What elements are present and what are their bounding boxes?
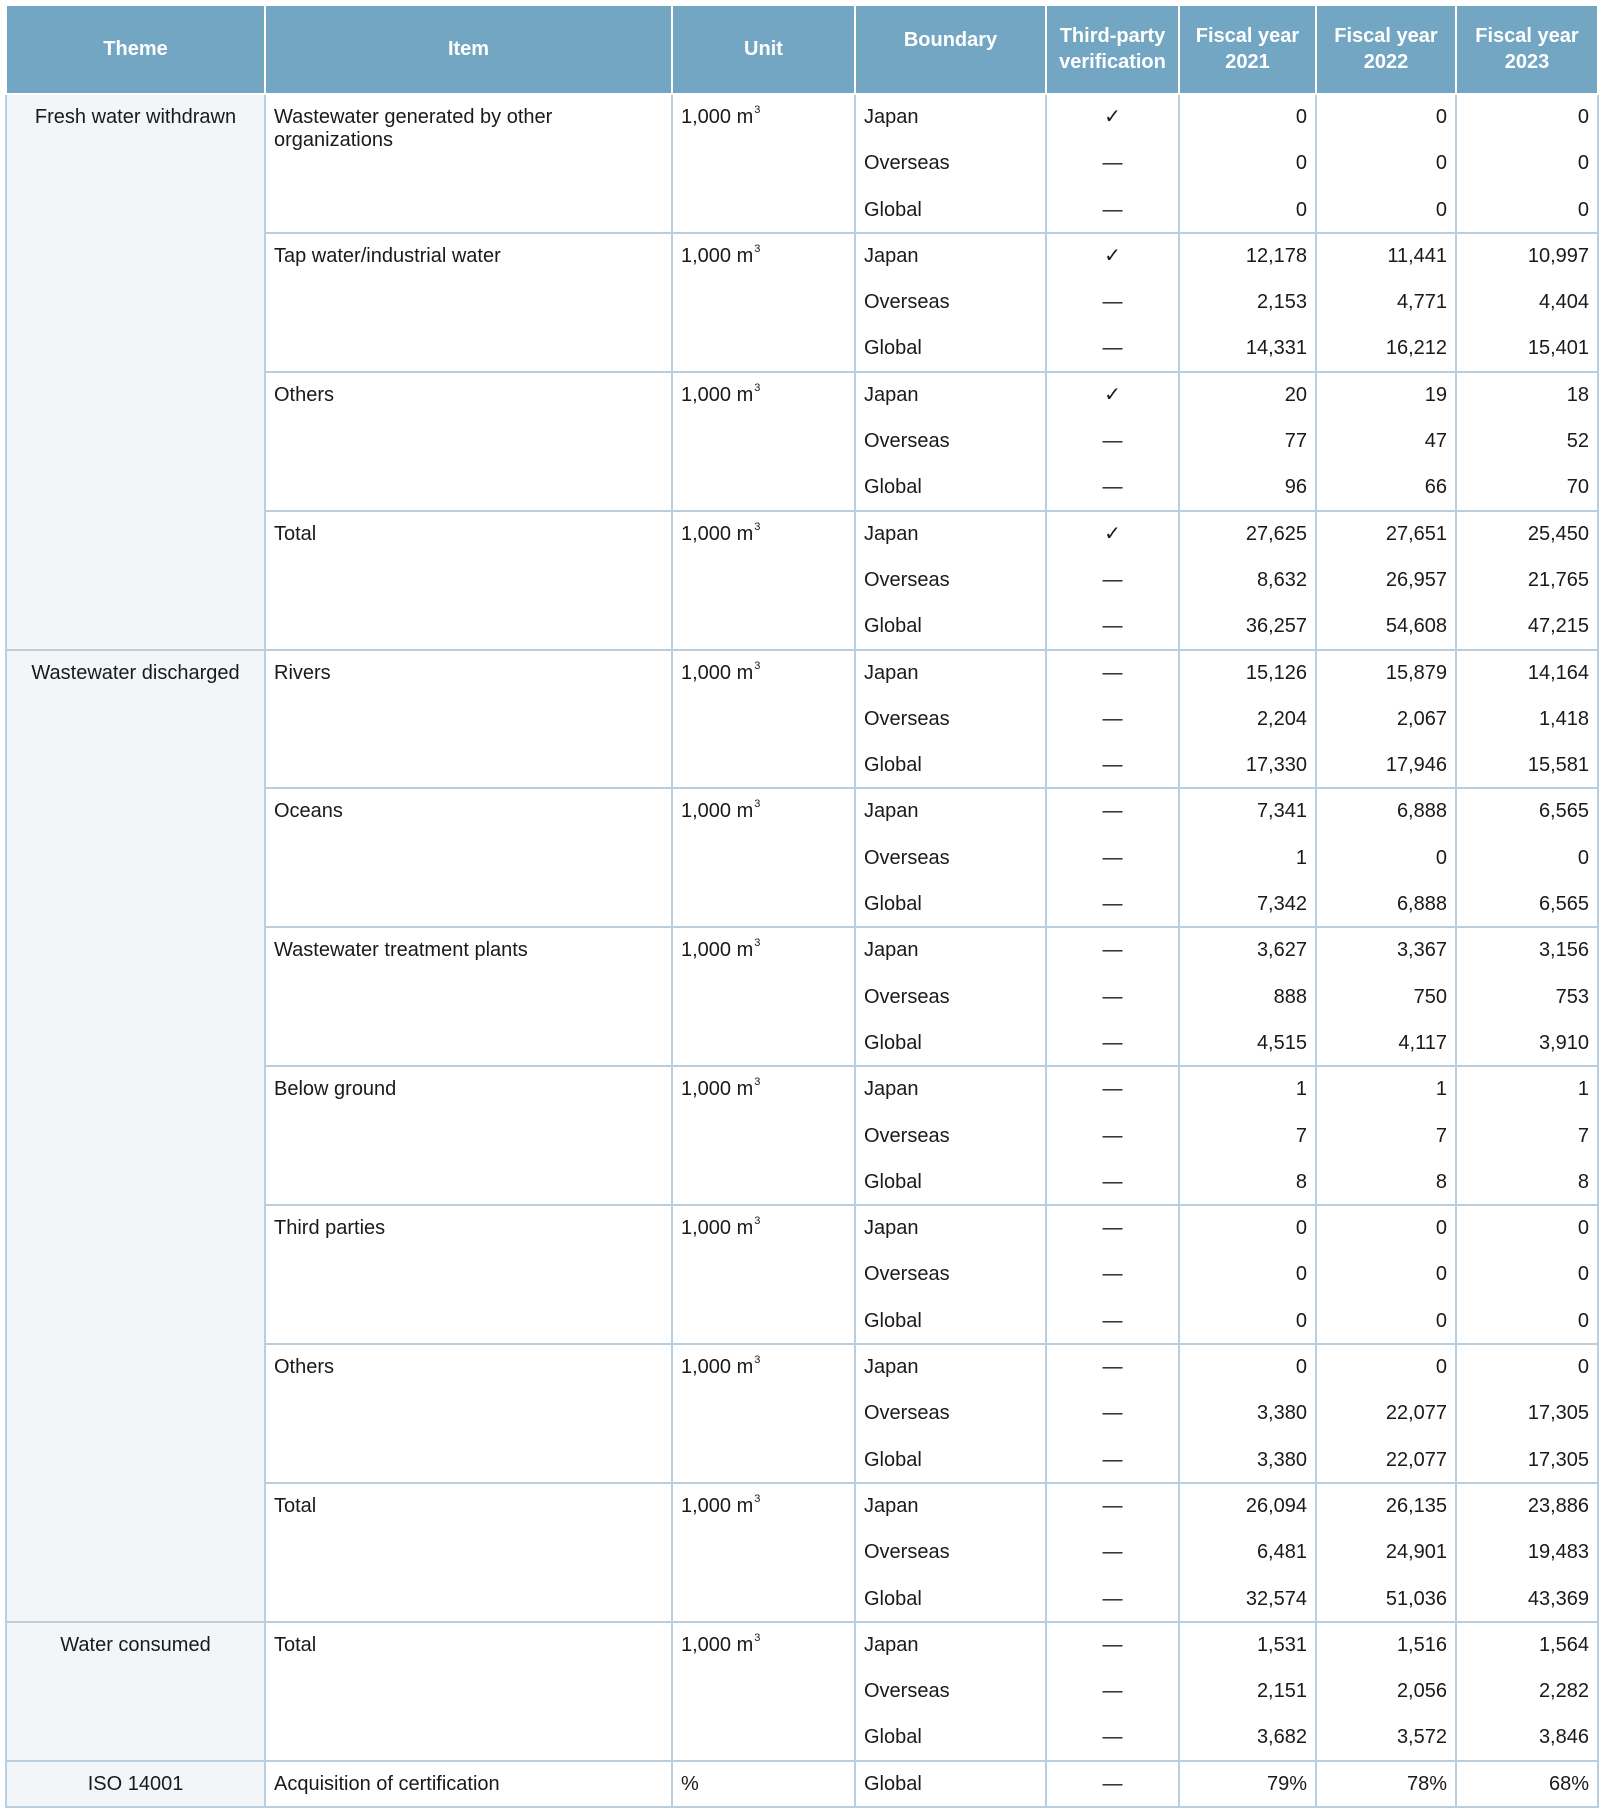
boundary-cell: Overseas [855,418,1046,464]
value-fy2021: 8 [1179,1159,1316,1205]
value-fy2021: 7,341 [1179,788,1316,834]
boundary-cell: Japan [855,788,1046,834]
value-fy2023: 10,997 [1456,233,1598,279]
unit-superscript: 3 [754,1215,761,1228]
value-fy2022: 0 [1316,187,1456,233]
not-verified-dash: — [1046,1390,1179,1436]
value-fy2023: 0 [1456,835,1598,881]
value-fy2021: 32,574 [1179,1576,1316,1622]
value-fy2021: 0 [1179,187,1316,233]
boundary-cell: Overseas [855,974,1046,1020]
value-fy2023: 17,305 [1456,1390,1598,1436]
boundary-cell: Japan [855,1344,1046,1390]
value-fy2022: 0 [1316,1251,1456,1297]
value-fy2023: 17,305 [1456,1437,1598,1483]
table-row [6,94,1598,140]
value-fy2022: 26,135 [1316,1483,1456,1529]
not-verified-dash: — [1046,187,1179,233]
theme-cell: Water consumed [6,1622,265,1761]
water-data-table-container [5,4,1597,1808]
item-cell: Others [265,1344,672,1483]
verified-check-icon: ✓ [1046,233,1179,279]
value-fy2021: 7,342 [1179,881,1316,927]
value-fy2022: 0 [1316,140,1456,186]
value-fy2022: 26,957 [1316,557,1456,603]
value-fy2021: 0 [1179,1344,1316,1390]
not-verified-dash: — [1046,1761,1179,1807]
not-verified-dash: — [1046,1066,1179,1112]
value-fy2022: 0 [1316,835,1456,881]
unit-cell [672,650,855,789]
unit-superscript: 3 [754,1076,761,1089]
value-fy2022: 1,516 [1316,1622,1456,1668]
boundary-cell: Overseas [855,557,1046,603]
value-fy2021: 0 [1179,1205,1316,1251]
boundary-cell: Japan [855,372,1046,418]
value-fy2023: 3,910 [1456,1020,1598,1066]
value-fy2021: 77 [1179,418,1316,464]
value-fy2021: 14,331 [1179,325,1316,371]
not-verified-dash: — [1046,1668,1179,1714]
header-unit: Unit [672,5,855,94]
value-fy2021: 1 [1179,835,1316,881]
value-fy2021: 20 [1179,372,1316,418]
value-fy2022: 78% [1316,1761,1456,1807]
table-body [6,94,1598,1807]
not-verified-dash: — [1046,140,1179,186]
unit-text: 1,000 m [681,661,754,684]
not-verified-dash: — [1046,788,1179,834]
value-fy2022: 22,077 [1316,1437,1456,1483]
value-fy2023: 3,156 [1456,927,1598,973]
not-verified-dash: — [1046,1529,1179,1575]
item-cell: Others [265,372,672,511]
value-fy2023: 0 [1456,94,1598,140]
value-fy2022: 6,888 [1316,788,1456,834]
unit-superscript: 3 [754,659,761,672]
value-fy2023: 23,886 [1456,1483,1598,1529]
water-data-table [5,4,1599,1808]
unit-text: 1,000 m [681,1356,754,1379]
boundary-cell: Japan [855,650,1046,696]
not-verified-dash: — [1046,1020,1179,1066]
not-verified-dash: — [1046,1576,1179,1622]
header-third-party-verification: Third-party verification [1046,5,1179,94]
value-fy2023: 15,581 [1456,742,1598,788]
not-verified-dash: — [1046,1483,1179,1529]
value-fy2021: 27,625 [1179,511,1316,557]
table-row [6,650,1598,696]
value-fy2023: 0 [1456,1298,1598,1344]
value-fy2021: 17,330 [1179,742,1316,788]
value-fy2021: 96 [1179,464,1316,510]
unit-text: 1,000 m [681,1494,754,1517]
unit-text: 1,000 m [681,244,754,267]
value-fy2022: 47 [1316,418,1456,464]
item-cell: Rivers [265,650,672,789]
boundary-cell: Global [855,1298,1046,1344]
not-verified-dash: — [1046,1159,1179,1205]
item-cell: Third parties [265,1205,672,1344]
boundary-cell: Global [855,1020,1046,1066]
value-fy2021: 2,204 [1179,696,1316,742]
boundary-cell: Japan [855,927,1046,973]
not-verified-dash: — [1046,464,1179,510]
value-fy2023: 4,404 [1456,279,1598,325]
value-fy2021: 1 [1179,1066,1316,1112]
value-fy2023: 6,565 [1456,788,1598,834]
unit-cell [672,233,855,372]
value-fy2022: 66 [1316,464,1456,510]
unit-cell [672,1344,855,1483]
boundary-cell: Japan [855,1483,1046,1529]
unit-cell [672,1205,855,1344]
value-fy2022: 7 [1316,1113,1456,1159]
value-fy2021: 79% [1179,1761,1316,1807]
unit-text: 1,000 m [681,1217,754,1240]
header-theme: Theme [6,5,265,94]
value-fy2021: 3,380 [1179,1437,1316,1483]
boundary-cell: Japan [855,1622,1046,1668]
value-fy2021: 8,632 [1179,557,1316,603]
value-fy2023: 0 [1456,187,1598,233]
not-verified-dash: — [1046,1622,1179,1668]
theme-cell: ISO 14001 [6,1761,265,1807]
boundary-cell: Global [855,1576,1046,1622]
unit-cell [672,1066,855,1205]
unit-text: 1,000 m [681,939,754,962]
value-fy2023: 18 [1456,372,1598,418]
value-fy2023: 1,564 [1456,1622,1598,1668]
unit-cell [672,927,855,1066]
value-fy2022: 4,117 [1316,1020,1456,1066]
table-row [6,1622,1598,1668]
item-cell: Tap water/industrial water [265,233,672,372]
boundary-cell: Global [855,187,1046,233]
boundary-cell: Japan [855,1066,1046,1112]
boundary-cell: Japan [855,94,1046,140]
value-fy2022: 2,067 [1316,696,1456,742]
value-fy2023: 47,215 [1456,603,1598,649]
unit-cell [672,1761,855,1807]
value-fy2023: 7 [1456,1113,1598,1159]
value-fy2023: 15,401 [1456,325,1598,371]
boundary-cell: Overseas [855,1113,1046,1159]
boundary-cell: Global [855,742,1046,788]
boundary-cell: Overseas [855,279,1046,325]
unit-cell [672,788,855,927]
value-fy2021: 888 [1179,974,1316,1020]
unit-text: 1,000 m [681,383,754,406]
not-verified-dash: — [1046,742,1179,788]
boundary-cell: Global [855,1437,1046,1483]
not-verified-dash: — [1046,1113,1179,1159]
header-fiscal-year-2021: Fiscal year 2021 [1179,5,1316,94]
not-verified-dash: — [1046,696,1179,742]
boundary-cell: Japan [855,511,1046,557]
item-cell: Total [265,511,672,650]
value-fy2022: 3,367 [1316,927,1456,973]
table-row [6,1761,1598,1807]
header-item: Item [265,5,672,94]
unit-cell [672,1622,855,1761]
verified-check-icon: ✓ [1046,372,1179,418]
boundary-cell: Global [855,603,1046,649]
value-fy2022: 0 [1316,1344,1456,1390]
item-cell: Below ground [265,1066,672,1205]
value-fy2021: 36,257 [1179,603,1316,649]
header-row [6,5,1598,94]
header-fiscal-year-2023: Fiscal year 2023 [1456,5,1598,94]
value-fy2022: 0 [1316,94,1456,140]
not-verified-dash: — [1046,1437,1179,1483]
value-fy2021: 3,627 [1179,927,1316,973]
unit-cell [672,1483,855,1622]
unit-text: 1,000 m [681,1078,754,1101]
value-fy2023: 25,450 [1456,511,1598,557]
unit-superscript: 3 [754,1354,761,1367]
value-fy2022: 17,946 [1316,742,1456,788]
value-fy2021: 1,531 [1179,1622,1316,1668]
item-cell: Wastewater treatment plants [265,927,672,1066]
value-fy2023: 0 [1456,1344,1598,1390]
boundary-cell: Overseas [855,696,1046,742]
not-verified-dash: — [1046,1298,1179,1344]
value-fy2022: 11,441 [1316,233,1456,279]
unit-cell [672,94,855,233]
item-cell: Acquisition of certification [265,1761,672,1807]
unit-superscript: 3 [754,1492,761,1505]
value-fy2021: 6,481 [1179,1529,1316,1575]
value-fy2022: 6,888 [1316,881,1456,927]
item-cell: Oceans [265,788,672,927]
boundary-cell: Overseas [855,1251,1046,1297]
value-fy2023: 70 [1456,464,1598,510]
value-fy2023: 43,369 [1456,1576,1598,1622]
not-verified-dash: — [1046,927,1179,973]
header-boundary: Boundary [855,5,1046,94]
value-fy2021: 0 [1179,94,1316,140]
value-fy2021: 3,380 [1179,1390,1316,1436]
value-fy2021: 15,126 [1179,650,1316,696]
unit-cell [672,511,855,650]
value-fy2022: 54,608 [1316,603,1456,649]
value-fy2023: 753 [1456,974,1598,1020]
boundary-cell: Global [855,881,1046,927]
unit-text: % [681,1772,699,1795]
value-fy2021: 7 [1179,1113,1316,1159]
value-fy2022: 2,056 [1316,1668,1456,1714]
value-fy2022: 8 [1316,1159,1456,1205]
value-fy2022: 22,077 [1316,1390,1456,1436]
boundary-cell: Overseas [855,835,1046,881]
unit-cell [672,372,855,511]
unit-text: 1,000 m [681,1633,754,1656]
boundary-cell: Global [855,1159,1046,1205]
value-fy2022: 27,651 [1316,511,1456,557]
not-verified-dash: — [1046,650,1179,696]
value-fy2023: 2,282 [1456,1668,1598,1714]
value-fy2021: 2,151 [1179,1668,1316,1714]
not-verified-dash: — [1046,974,1179,1020]
boundary-cell: Overseas [855,1529,1046,1575]
boundary-cell: Japan [855,1205,1046,1251]
boundary-cell: Global [855,325,1046,371]
value-fy2021: 12,178 [1179,233,1316,279]
not-verified-dash: — [1046,1714,1179,1760]
value-fy2022: 1 [1316,1066,1456,1112]
unit-text: 1,000 m [681,800,754,823]
not-verified-dash: — [1046,835,1179,881]
verified-check-icon: ✓ [1046,94,1179,140]
value-fy2022: 4,771 [1316,279,1456,325]
boundary-cell: Japan [855,233,1046,279]
value-fy2023: 0 [1456,1251,1598,1297]
value-fy2023: 1,418 [1456,696,1598,742]
value-fy2021: 2,153 [1179,279,1316,325]
header-fiscal-year-2022: Fiscal year 2022 [1316,5,1456,94]
not-verified-dash: — [1046,1251,1179,1297]
value-fy2022: 15,879 [1316,650,1456,696]
value-fy2021: 0 [1179,1298,1316,1344]
value-fy2022: 19 [1316,372,1456,418]
value-fy2022: 750 [1316,974,1456,1020]
value-fy2022: 51,036 [1316,1576,1456,1622]
unit-superscript: 3 [754,1631,761,1644]
unit-superscript: 3 [754,104,761,116]
value-fy2023: 1 [1456,1066,1598,1112]
theme-cell: Wastewater discharged [6,650,265,1622]
not-verified-dash: — [1046,418,1179,464]
not-verified-dash: — [1046,325,1179,371]
value-fy2023: 68% [1456,1761,1598,1807]
value-fy2023: 52 [1456,418,1598,464]
unit-superscript: 3 [754,798,761,811]
item-cell: Wastewater generated by other organizations [265,94,672,233]
not-verified-dash: — [1046,279,1179,325]
value-fy2021: 4,515 [1179,1020,1316,1066]
verified-check-icon: ✓ [1046,511,1179,557]
theme-cell: Fresh water withdrawn [6,94,265,650]
value-fy2023: 0 [1456,1205,1598,1251]
value-fy2023: 0 [1456,140,1598,186]
not-verified-dash: — [1046,881,1179,927]
boundary-cell: Overseas [855,140,1046,186]
not-verified-dash: — [1046,603,1179,649]
value-fy2022: 24,901 [1316,1529,1456,1575]
value-fy2023: 19,483 [1456,1529,1598,1575]
value-fy2021: 0 [1179,140,1316,186]
not-verified-dash: — [1046,1344,1179,1390]
value-fy2021: 3,682 [1179,1714,1316,1760]
value-fy2022: 3,572 [1316,1714,1456,1760]
value-fy2023: 6,565 [1456,881,1598,927]
boundary-cell: Global [855,1714,1046,1760]
item-cell: Total [265,1622,672,1761]
value-fy2023: 3,846 [1456,1714,1598,1760]
boundary-cell: Overseas [855,1668,1046,1714]
not-verified-dash: — [1046,1205,1179,1251]
item-cell: Total [265,1483,672,1622]
value-fy2023: 8 [1456,1159,1598,1205]
value-fy2022: 0 [1316,1205,1456,1251]
unit-superscript: 3 [754,242,761,255]
value-fy2022: 16,212 [1316,325,1456,371]
value-fy2021: 26,094 [1179,1483,1316,1529]
boundary-cell: Global [855,464,1046,510]
boundary-cell: Overseas [855,1390,1046,1436]
unit-text: 1,000 m [681,106,754,128]
value-fy2023: 21,765 [1456,557,1598,603]
unit-text: 1,000 m [681,522,754,545]
boundary-cell: Global [855,1761,1046,1807]
unit-superscript: 3 [754,520,761,533]
value-fy2023: 14,164 [1456,650,1598,696]
value-fy2021: 0 [1179,1251,1316,1297]
value-fy2022: 0 [1316,1298,1456,1344]
unit-superscript: 3 [754,937,761,950]
unit-superscript: 3 [754,381,761,394]
not-verified-dash: — [1046,557,1179,603]
